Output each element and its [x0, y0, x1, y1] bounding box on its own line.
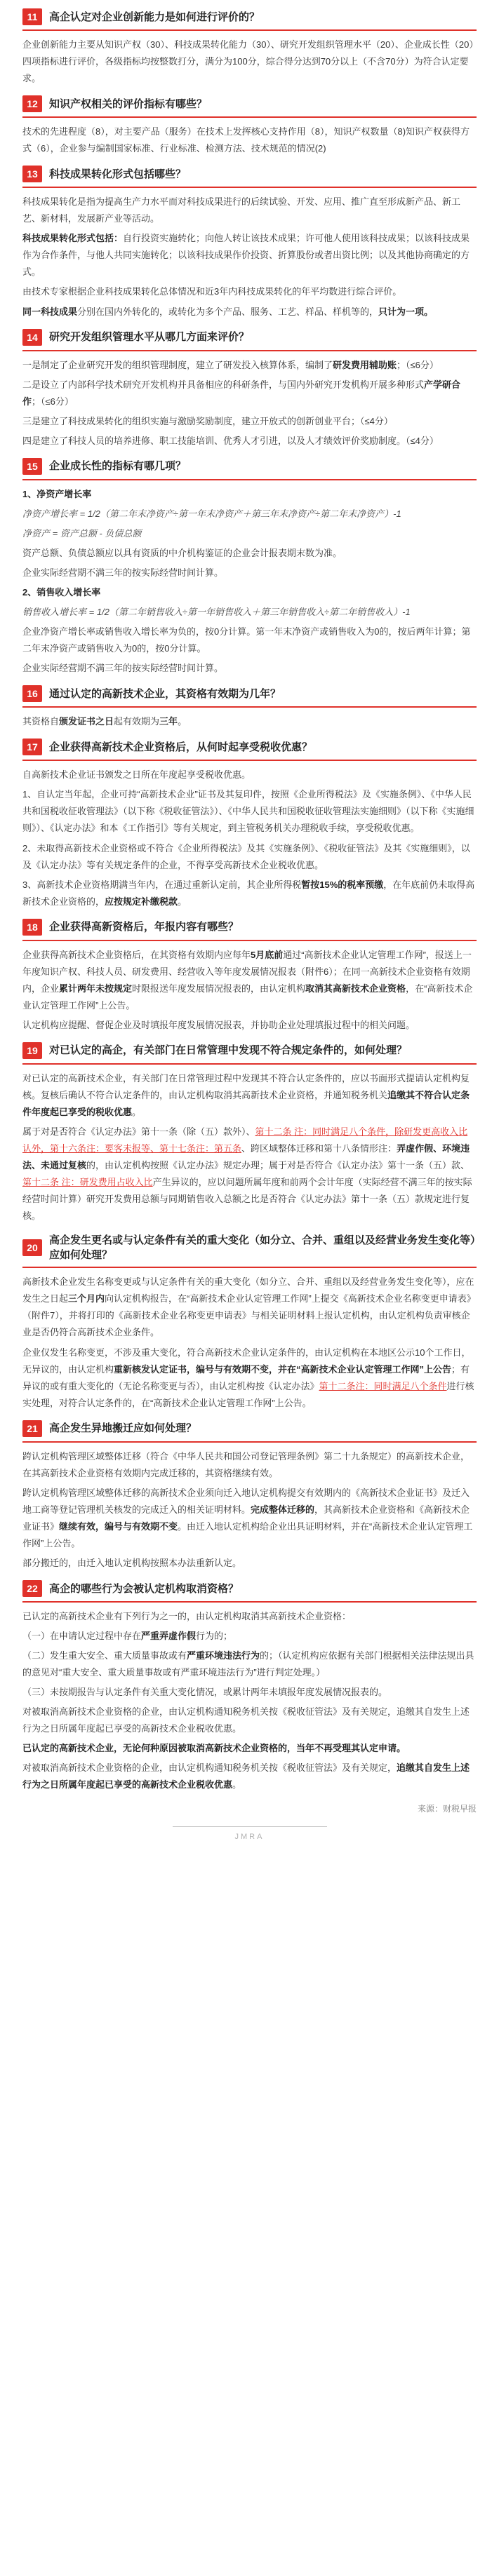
- text: 三是建立了科技成果转化的组织实施与激励奖励制度，建立开放式的创新创业平台；: [22, 415, 361, 426]
- bold-text: 三年: [159, 716, 178, 727]
- section-header-16: [22, 684, 477, 708]
- paragraph: 部分搬迁的，由迁入地认定机构按照本办法重新认定。: [22, 1558, 242, 1568]
- section-title: 对已认定的高企，有关部门在日常管理中发现不符合规定条件的，如何处理？: [49, 1044, 408, 1057]
- text: （二）发生重大安全、重大质量事故或有: [22, 1650, 187, 1661]
- red-note: 第十二条注：同时满足八个条件: [319, 1380, 447, 1391]
- section-header-19: [22, 1041, 477, 1065]
- bold-text: 只计为一项。: [378, 306, 434, 317]
- bold-text: 严重环境违法行为: [187, 1650, 260, 1661]
- section-number: 20: [22, 1239, 42, 1256]
- section-number: 11: [22, 8, 42, 25]
- section-title: 知识产权相关的评价指标有哪些？: [49, 97, 208, 110]
- text: 对被取消高新技术企业资格的企业，由认定机构通知税务机关按《税收征管法》及有关规定，: [22, 1762, 397, 1774]
- text: 。: [178, 716, 187, 727]
- paragraph: [22, 1344, 477, 1412]
- section-number: 12: [22, 95, 42, 112]
- bold-text: 累计两年未按规定: [59, 983, 133, 994]
- text: 其资格自: [22, 716, 60, 727]
- text: 时限报送年度发展情况报表的，由认定机构: [132, 983, 306, 994]
- text: 。: [178, 896, 187, 907]
- text: ，在“高新技术企业认定管理工作网”上公告。: [22, 983, 473, 1011]
- text: （≤4分）: [360, 415, 393, 426]
- section-title: 研究开发组织管理水平从哪几方面来评价？: [49, 331, 250, 344]
- bold-text: 科技成果转化形式包括：: [22, 233, 124, 244]
- text: 高新技术企业发生名称变更或与认定条件有关的重大变化（如分立、合并、重组以及经营业务发生变化等），应在发生之日起: [22, 1276, 474, 1304]
- section-title: 高企的哪些行为会被认定机构取消资格？: [49, 1582, 239, 1595]
- text: ；（≤6分）: [32, 396, 74, 407]
- section-title: 企业获得高新资格后，年报内容有哪些？: [49, 921, 239, 933]
- paragraph: 企业创新能力主要从知识产权（30）、科技成果转化能力（30）、研究开发组织管理水平（20）、企业成长性（20）四项指标进行评价，各级指标均按整数打分，满分为100分，综合得分达到70分以上（不含70分）为符合认定要求。: [22, 39, 474, 84]
- red-note: 第十二条 注：同时满足八个条件，除研发更高收入比认外: [22, 1126, 468, 1154]
- paragraph: [22, 1124, 477, 1225]
- bold-text: 完成整体迁移的: [251, 1504, 315, 1515]
- red-note: ，第十六条注：要客未报等: [41, 1143, 151, 1154]
- paragraph: [22, 1647, 477, 1681]
- text: 通过“高新技术企业认定管理工作网”，报送上一年度知识产权、科技人员、研发费用、经营收入等年度发展情况报表（附件6）；在同一高新技术企业资格有效期内，企业: [22, 949, 472, 994]
- bold-text: 研发费用辅助账: [333, 359, 397, 370]
- paragraph: 企业实际经营期不满三年的按实际经营时间计算。: [22, 663, 224, 674]
- paragraph: [22, 357, 477, 374]
- text: 、跨区域整体迁移和第十八条情形注：: [241, 1143, 397, 1154]
- bold-text: 追缴其不符合认定条件年度起已享受的税收优惠: [22, 1089, 470, 1118]
- text: ，其高新技术企业资格和《高新技术企业证书》: [22, 1504, 470, 1532]
- bold-paragraph: 已认定的高新技术企业，无论何种原因被取消高新技术企业资格的，当年不再受理其认定申请。: [22, 1743, 406, 1754]
- section-header-17: [22, 737, 477, 761]
- section-title: 通过认定的高新技术企业，其资格有效期为几年？: [49, 687, 281, 700]
- section-number: 19: [22, 1042, 42, 1059]
- text: ；有异议的或有重大变化的（无论名称变更与否），由认定机构按《认定办法》: [22, 1363, 470, 1391]
- section-title: 高企发生异地搬迁应如何处理？: [49, 1422, 197, 1435]
- section-header-20: [22, 1232, 477, 1268]
- section-header-14: [22, 328, 477, 351]
- brand-logo: JMRA: [173, 1826, 327, 1844]
- text: 二是设立了内部科学技术研究开发机构并具备相应的科研条件，与国内外研究开发机构开展多种形式: [22, 379, 425, 390]
- section-number: 15: [22, 458, 42, 475]
- paragraph: 已认定的高新技术企业有下列行为之一的，由认定机构取消其高新技术企业资格：: [22, 1611, 352, 1622]
- formula: 净资产 = 资产总额 - 负债总额: [22, 527, 142, 539]
- text: ，在年底前仍未取得高新技术企业资格的，: [22, 879, 475, 907]
- text: 进行核实处理，对符合认定条件的，在“高新技术企业认定管理工作网”上公告。: [22, 1380, 474, 1408]
- paragraph: [22, 1628, 477, 1645]
- paragraph: 2、未取得高新技术企业资格或不符合《企业所得税法》及其《实施条例》、《税收征管法》及其《实施细则》，以及《认定办法》等有关规定条件的企业，不得享受高新技术企业税收优惠。: [22, 842, 470, 870]
- section-number: 14: [22, 329, 42, 346]
- section-header-21: [22, 1419, 477, 1443]
- section-number: 16: [22, 685, 42, 702]
- paragraph: [22, 433, 477, 450]
- paragraph: 企业净资产增长率或销售收入增长率为负的，按0分计算。第一年末净资产或销售收入为0的，按后两年计算；第二年末净资产或销售收入为0的，按0分计算。: [22, 626, 471, 654]
- paragraph: 企业实际经营期不满三年的按实际经营时间计算。: [22, 567, 224, 578]
- section-number: 22: [22, 1580, 42, 1597]
- paragraph: 对被取消高新技术企业资格的企业，由认定机构通知税务机关按《税收征管法》及有关规定，追缴其自发生上述行为之日所属年度起已享受的高新技术企业税收优惠。: [22, 1706, 470, 1734]
- article: [0, 7, 499, 1852]
- text: 分别在国内外转化的，或转化为多个产品、服务、工艺、样品、样机等的，: [77, 306, 379, 317]
- bold-text: 产学研合作: [22, 379, 461, 407]
- list-heading: 2、销售收入增长率: [22, 587, 101, 598]
- section-title: 企业成长性的指标有哪几项？: [49, 460, 187, 473]
- section-number: 18: [22, 919, 42, 936]
- section-header-22: [22, 1579, 477, 1603]
- bold-text: 5月底前: [251, 949, 284, 960]
- text: （≤4分）: [406, 435, 439, 446]
- paragraph: [22, 713, 477, 730]
- section-title: 企业获得高新技术企业资格后，从何时起享受税收优惠？: [49, 741, 313, 753]
- formula: 净资产增长率 = 1/2（第二年末净资产÷第一年末净资产＋第三年末净资产÷第二年末净资产）-1: [22, 508, 401, 519]
- bold-text: 暂按15%的税率预缴: [301, 879, 384, 890]
- section-title: 科技成果转化形式包括哪些？: [49, 168, 187, 180]
- paragraph: [22, 1070, 477, 1121]
- text: 。: [232, 1779, 242, 1791]
- text: （一）在申请认定过程中存在: [22, 1631, 142, 1642]
- text: 企业仅发生名称变更，不涉及重大变化，符合高新技术企业认定条件的，由认定机构在本地区公示10个工作日，无异议的，由认定机构: [22, 1347, 471, 1375]
- formula: 销售收入增长率 = 1/2（第二年销售收入÷第一年销售收入＋第三年销售收入÷第二年销售收入）-1: [22, 607, 411, 618]
- paragraph: [22, 1274, 477, 1341]
- bold-text: 三个月内: [68, 1293, 105, 1304]
- paragraph: 跨认定机构管理区域整体迁移（符合《中华人民共和国公司登记管理条例》第二十九条规定）的高新技术企业，在其高新技术企业资格有效期内完成迁移的，其资格继续有效。: [22, 1450, 470, 1478]
- source-credit: 来源：财税早报: [417, 1803, 477, 1814]
- text: 产生异议的，应以问题所属年度和前两个会计年度（实际经营不满三年的按实际经营时间计算）研究开发费用总额与同期销售收入总额之比是否符合《认定办法》第十一条（五）款规定进行复核。: [22, 1177, 472, 1222]
- bold-text: 严重弄虚作假: [141, 1631, 197, 1642]
- section-header-12: [22, 94, 477, 118]
- section-header-13: [22, 164, 477, 188]
- paragraph: 自高新技术企业证书颁发之日所在年度起享受税收优惠。: [22, 769, 251, 781]
- bold-text: 颁发证书之日: [59, 716, 114, 727]
- bold-text: 弄虚作假、环境违法、未通过复核: [22, 1143, 470, 1171]
- text: 3、高新技术企业资格期满当年内，在通过重新认定前，其企业所得税: [22, 879, 302, 890]
- text: 向认定机构报告，在“高新技术企业认定管理工作网”上提交《高新技术企业名称变更申请表》（附件7），并将打印的《高新技术企业名称变更申请表》与相关证明材料上报认定机构，由认定机构负责审核企业是否仍符合高新技术企业条件。: [22, 1293, 476, 1338]
- text: 四是建立了科技人员的培养进修、职工技能培训、优秀人才引进，以及人才绩效评价奖励制度。: [22, 435, 406, 446]
- section-number: 17: [22, 739, 42, 755]
- paragraph: 技术的先进程度（8），对主要产品（服务）在技术上发挥核心支持作用（8），知识产权数量（8)知识产权获得方式（6），企业参与编制国家标准、行业标准、检测方法、技术规范的情况(2): [22, 126, 470, 154]
- paragraph: [22, 947, 477, 1014]
- paragraph: 认定机构应提醒、督促企业及时填报年度发展情况报表，并协助企业处理填报过程中的相关问题。: [22, 1019, 415, 1030]
- paragraph: [22, 413, 477, 430]
- section-number: 21: [22, 1420, 42, 1437]
- paragraph: [22, 1485, 477, 1552]
- text: 对已认定的高新技术企业，有关部门在日常管理过程中发现其不符合认定条件的，应以书面形式提请认定机构复核。复核后确认不符合认定条件的，由认定机构取消其高新技术企业资格，并通知税务机关: [22, 1072, 470, 1100]
- text: 。由迁入地认定机构给企业出具证明材料，并在“高新技术企业认定管理工作网”上公告。: [22, 1520, 473, 1549]
- text: 一是制定了企业研究开发的组织管理制度，建立了研发投入核算体系，编制了: [22, 359, 333, 370]
- bold-text: 重新核发认定证书，编号与有效期不变，并在“高新技术企业认定管理工作网”上公告: [114, 1363, 452, 1375]
- paragraph: 科技成果转化是指为提高生产力水平而对科技成果进行的后续试验、开发、应用、推广直至形成新产品、新工艺、新材料，发展新产业等活动。: [22, 196, 461, 224]
- text: ；（≤6分）: [397, 359, 439, 370]
- text: 的；（认定机构应依据有关部门根据相关法律法规出具的意见对“重大安全、重大质量事故或有严重环境违法行为”进行判定处理。）: [22, 1650, 474, 1678]
- paragraph: 资产总额、负债总额应以具有资质的中介机构鉴证的企业会计报表期末数为准。: [22, 547, 342, 558]
- section-title: 高企发生更名或与认定条件有关的重大变化（如分立、合并、重组以及经营业务发生变化等）应如何处理？: [49, 1234, 476, 1262]
- text: 跨认定机构管理区域整体迁移的高新技术企业须向迁入地认定机构提交有效期内的《高新技术企业证书》及迁入地工商等登记管理机关核发的完成迁入的相关证明材料。: [22, 1487, 470, 1515]
- paragraph: [22, 230, 477, 281]
- text: 自行投资实施转化；向他人转让该技术成果；许可他人使用该科技成果；以该科技成果作为合作条件，与他人共同实施转化；以该科技成果作价投资、折算股份或者出资比例；以及其他协商确定的方式。: [22, 233, 470, 278]
- section-number: 13: [22, 166, 42, 182]
- text: 属于对是否符合《认定办法》第十一条（除（五）款外）、: [22, 1126, 255, 1138]
- bold-text: 追缴其自发生上述行为之日所属年度起已享受的高新技术企业税收优惠: [22, 1762, 470, 1791]
- section-header-15: [22, 457, 477, 480]
- list-heading: 1、净资产增长率: [22, 488, 92, 499]
- text: 。: [132, 1107, 142, 1118]
- bold-text: 应按规定补缴税款: [105, 896, 178, 907]
- paragraph: 由技术专家根据企业科技成果转化总体情况和近3年内科技成果转化的年平均数进行综合评价。: [22, 286, 402, 297]
- paragraph: [22, 304, 477, 321]
- paragraph: 1、自认定当年起，企业可持“高新技术企业”证书及其复印件，按照《企业所得税法》及《实施条例》、《中华人民共和国税收征收管理法》（以下称《税收征管法》）、《中华人民共和国税收征收管理法实施细则》（以下称《实施细则》）、《认定办法》和本《工作指引》等有关规定，到主管税务机关办理税收手续，享受税收优惠。: [22, 789, 474, 834]
- red-note: 、第十七条注：第五条: [150, 1143, 242, 1154]
- text: 的，由认定机构按照《认定办法》规定办理；属于对是否符合《认定办法》第十一条（五）款、: [86, 1160, 470, 1171]
- bold-text: 取消其高新技术企业资格: [305, 983, 406, 994]
- red-note: 第十二条 注：研发费用占收入比: [22, 1177, 153, 1188]
- bold-text: 同一科技成果: [22, 306, 78, 317]
- section-header-18: [22, 917, 477, 941]
- paragraph: （三）未按期报告与认定条件有关重大变化情况，或累计两年未填报年度发展情况报表的。: [22, 1687, 388, 1698]
- paragraph: [22, 877, 477, 910]
- section-header-11: [22, 7, 477, 31]
- paragraph: [22, 377, 477, 410]
- text: 行为的；: [196, 1631, 233, 1642]
- text: 起有效期为: [114, 716, 160, 727]
- section-title: 高企认定对企业创新能力是如何进行评价的？: [49, 11, 260, 23]
- bold-text: 继续有效，编号与有效期不变: [59, 1520, 178, 1532]
- paragraph: [22, 1760, 477, 1793]
- text: 企业获得高新技术企业资格后，在其资格有效期内应每年: [22, 949, 251, 960]
